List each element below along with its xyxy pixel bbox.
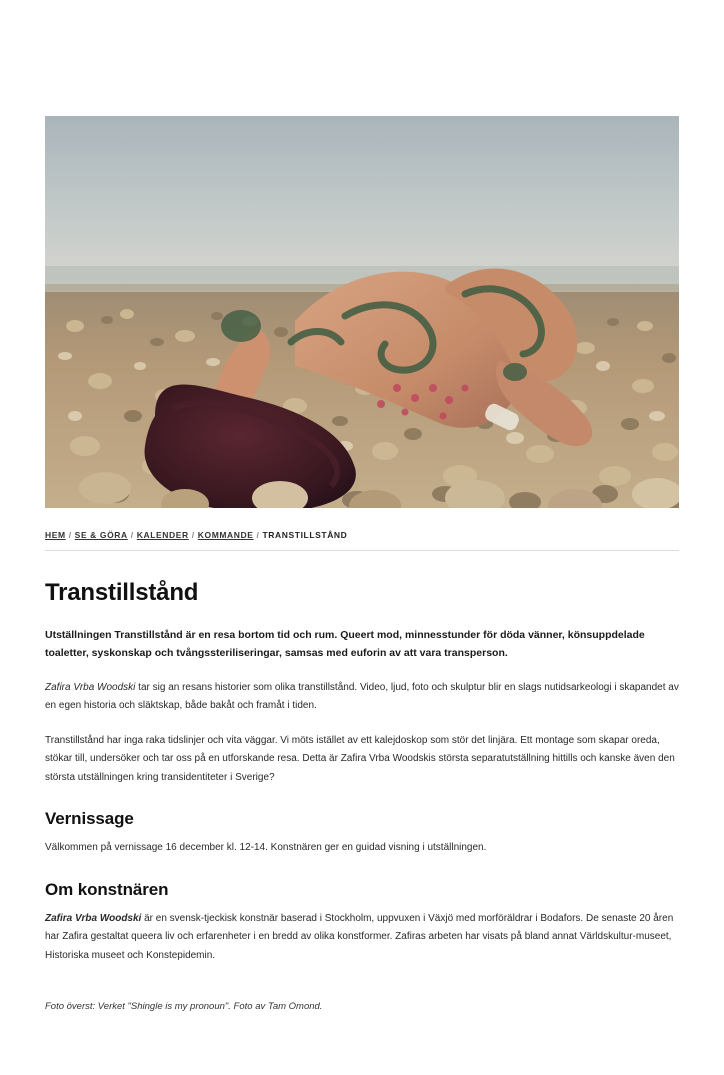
hero-illustration (45, 116, 679, 508)
breadcrumb-separator: / (68, 530, 72, 540)
photo-credit-caption: Foto överst: Verket "Shingle is my pronoun". Foto av Tam Omond. (45, 1001, 323, 1013)
breadcrumb-item-current: TRANSTILLSTÅND (262, 530, 348, 540)
breadcrumb-item-kalender[interactable]: KALENDER (136, 530, 189, 540)
article-paragraph-artist (45, 679, 679, 716)
artist-bio-text: är en svensk-tjeckisk konstnär baserad i Stockholm, uppvuxen i Växjö med morföräldrar i Bodafors. De senaste 20 åren har Zafira gestaltat queera liv och erfarenheter i en bredd av olika konstformer. Zafiras arbeten har visats på bland annat Världskultur-museet, Historiska museet och Konstepidemin. (45, 912, 674, 961)
breadcrumb-separator: / (256, 530, 260, 540)
breadcrumb (45, 530, 679, 551)
article (45, 551, 679, 1075)
section-body-vernissage: Välkommen på vernissage 16 december kl. 12-14. Konstnären ger en guidad visning i utställningen. (45, 842, 487, 854)
section-heading-vernissage: Vernissage (45, 809, 134, 829)
section-body-artist (45, 910, 679, 966)
bottom-spacer (45, 1015, 679, 1075)
hero-image (45, 116, 679, 508)
article-paragraph-3: Transtillstånd har inga raka tidslinjer och vita väggar. Vi möts istället av ett kalejdoskop som stör det linjära. Ett montage som skapar oreda, stökar till, undersöker och tar oss på en utforskande resa. Detta är Zafira Vrba Woodskis största separatutställning hittills och kanske även den största utställningen kring transidentiteter i Sverige? (45, 734, 675, 783)
artist-name-inline: Zafira Vrba Woodski (45, 681, 136, 693)
breadcrumb-separator: / (130, 530, 134, 540)
section-heading-artist: Om konstnären (45, 879, 169, 899)
page-title: Transtillstånd (45, 579, 199, 606)
breadcrumb-separator: / (191, 530, 195, 540)
breadcrumb-item-hem[interactable]: HEM (45, 530, 66, 540)
artist-full-name: Zafira Vrba Woodski (45, 912, 142, 924)
content-column (45, 0, 679, 1075)
article-paragraph-artist-rest: tar sig an resans historier som olika transtillstånd. Video, ljud, foto och skulptur blir en slags nutidsarkeologi i skapandet av en egen historia och släktskap, både bakåt och framåt i tiden. (45, 681, 679, 712)
article-lead: Utställningen Transtillstånd är en resa bortom tid och rum. Queert mod, minnesstunder för döda vänner, könsuppdelade toaletter, syskonskap och tvångssteriliseringar, samsas med euforin av att vara transperson. (45, 628, 645, 660)
breadcrumb-item-se-och-gora[interactable]: SE & GÖRA (74, 530, 128, 540)
breadcrumb-item-kommande[interactable]: KOMMANDE (197, 530, 254, 540)
